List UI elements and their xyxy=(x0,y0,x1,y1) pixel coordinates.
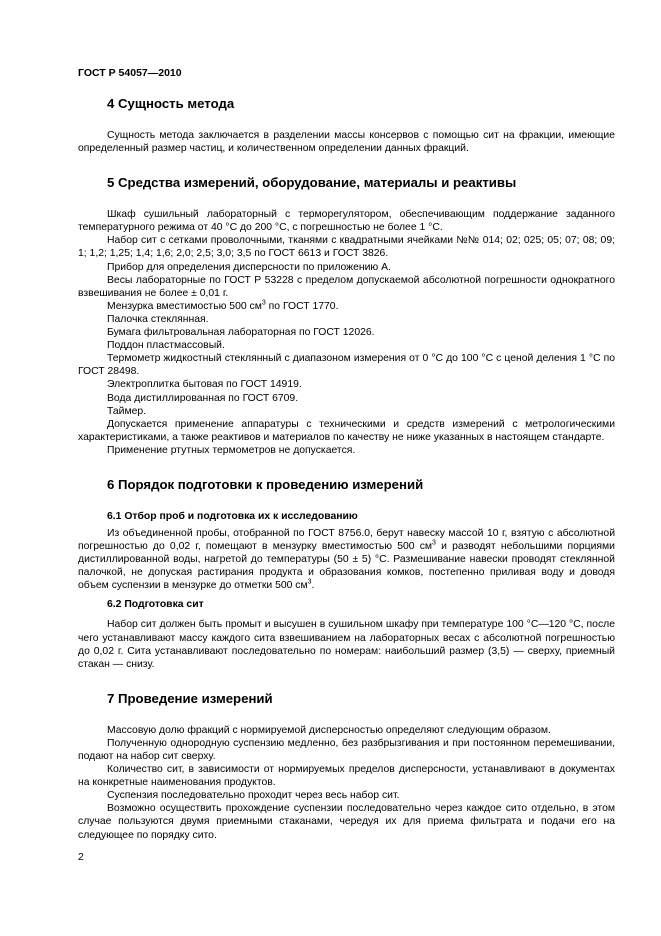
section-4-title: 4 Сущность метода xyxy=(107,96,235,111)
text-run: Мензурка вместимостью 500 см xyxy=(107,300,262,312)
paragraph: Палочка стеклянная. xyxy=(107,313,209,325)
text-run: . xyxy=(311,580,315,592)
section-7 xyxy=(78,691,615,842)
paragraph: Поддон пластмассовый. xyxy=(107,340,225,352)
section-7-title: 7 Проведение измерений xyxy=(107,690,273,706)
paragraph xyxy=(78,300,615,313)
document-body xyxy=(78,96,615,862)
paragraph: Бумага фильтровальная лабораторная по ГОСТ 12026. xyxy=(107,327,375,339)
paragraph: Набор сит должен быть промыт и высушен в сушильном шкафу при температуре 100 °С—120 °С, после чего устанавливают массу каждого сита взвешиванием на лабораторных весах с абсолютной погрешностью до 0,02 г. Сита устанавливают последовательно по номерам: наибольший размер (3,5) — сверху, приемный стакан — снизу. xyxy=(78,619,615,670)
paragraph: Суспензия последовательно проходит через весь набор сит. xyxy=(107,790,400,802)
section-5-title: 5 Средства измерений, оборудование, материалы и реактивы xyxy=(107,175,517,191)
text-run: по ГОСТ 1770. xyxy=(265,300,339,312)
paragraph: Количество сит, в зависимости от нормируемых пределов дисперсности, устанавливают в документах на конкретные наименования продуктов. xyxy=(78,764,615,789)
paragraph: Термометр жидкостный стеклянный с диапазоном измерения от 0 °С до 100 °С с ценой деления 1 °С по ГОСТ 28498. xyxy=(78,353,615,378)
paragraph: Электроплитка бытовая по ГОСТ 14919. xyxy=(107,379,302,391)
section-5 xyxy=(78,175,615,457)
page-number: 2 xyxy=(78,851,84,863)
standard-header: ГОСТ Р 54057—2010 xyxy=(78,67,182,79)
paragraph: Таймер. xyxy=(107,405,147,417)
paragraph: Допускается применение аппаратуры с техническими и средств измерений с метрологическими характеристиками, а также реактивов и материалов по качеству не ниже указанных в настоящем стандарте. xyxy=(78,418,615,443)
paragraph: Вода дистиллированная по ГОСТ 6709. xyxy=(107,392,299,404)
paragraph: Возможно осуществить прохождение суспензии последовательно через каждое сито отдельно, в этом случае пользуются двумя приемными стаканами, чередуя их для приема фильтрата и подачи его на следующее по порядку сито. xyxy=(78,803,615,841)
paragraph xyxy=(78,527,615,592)
superscript: 3 xyxy=(261,299,266,307)
subsection-6-1-title: 6.1 Отбор проб и подготовка их к исследованию xyxy=(107,510,358,522)
paragraph: Применение ртутных термометров не допускается. xyxy=(107,444,356,456)
section-6 xyxy=(78,477,615,671)
section-6-title: 6 Порядок подготовки к проведению измерений xyxy=(107,476,424,492)
section-4 xyxy=(78,96,615,155)
text-run: Из объединенной пробы, отобранной по ГОСТ 8756.0, берут навеску массой 10 г, взятую с абсолютной погрешностью до 0,02 г, помещают в мензурку вместимостью 500 см xyxy=(78,527,615,553)
paragraph: Набор сит с сетками проволочными, тканями с квадратными ячейками №№ 014; 02; 025; 05; 07; 08; 09; 1; 1,2; 1,25; 1,4; 1,6; 2,0; 2,5; 3,0; 3,5 по ГОСТ 6613 и ГОСТ 3826. xyxy=(78,235,615,260)
paragraph: Весы лабораторные по ГОСТ Р 53228 с пределом допускаемой абсолютной погрешности однократного взвешивания не более ± 0,01 г. xyxy=(78,274,615,299)
paragraph: Шкаф сушильный лабораторный с терморегулятором, обеспечивающим поддержание заданного температурного режима от 40 °С до 200 °С, с погрешностью не более 1 °С. xyxy=(78,209,615,234)
subsection-6-2-title: 6.2 Подготовка сит xyxy=(107,599,204,611)
paragraph: Массовую долю фракций с нормируемой дисперсностью определяют следующим образом. xyxy=(107,724,551,736)
paragraph: Полученную однородную суспензию медленно, без разбрызгивания и при постоянном перемешивании, подают на набор сит сверху. xyxy=(78,737,615,762)
paragraph: Сущность метода заключается в разделении массы консервов с помощью сит на фракции, имеющие определенный размер частиц, и количественном определении данных фракций. xyxy=(78,130,615,155)
paragraph: Прибор для определения дисперсности по приложению А. xyxy=(107,261,391,273)
superscript: 3 xyxy=(307,578,312,586)
text-run: и разводят небольшими порциями дистиллированной воды, нагретой до температуры (50 ± 5) °С. Размешивание навески проводят стеклянной палочкой, не допуская растирания продукта и образования комков, постепенно приливая воду и доводя объем суспензии в мензурке до отметки 500 см xyxy=(78,541,615,592)
superscript: 3 xyxy=(432,539,436,547)
